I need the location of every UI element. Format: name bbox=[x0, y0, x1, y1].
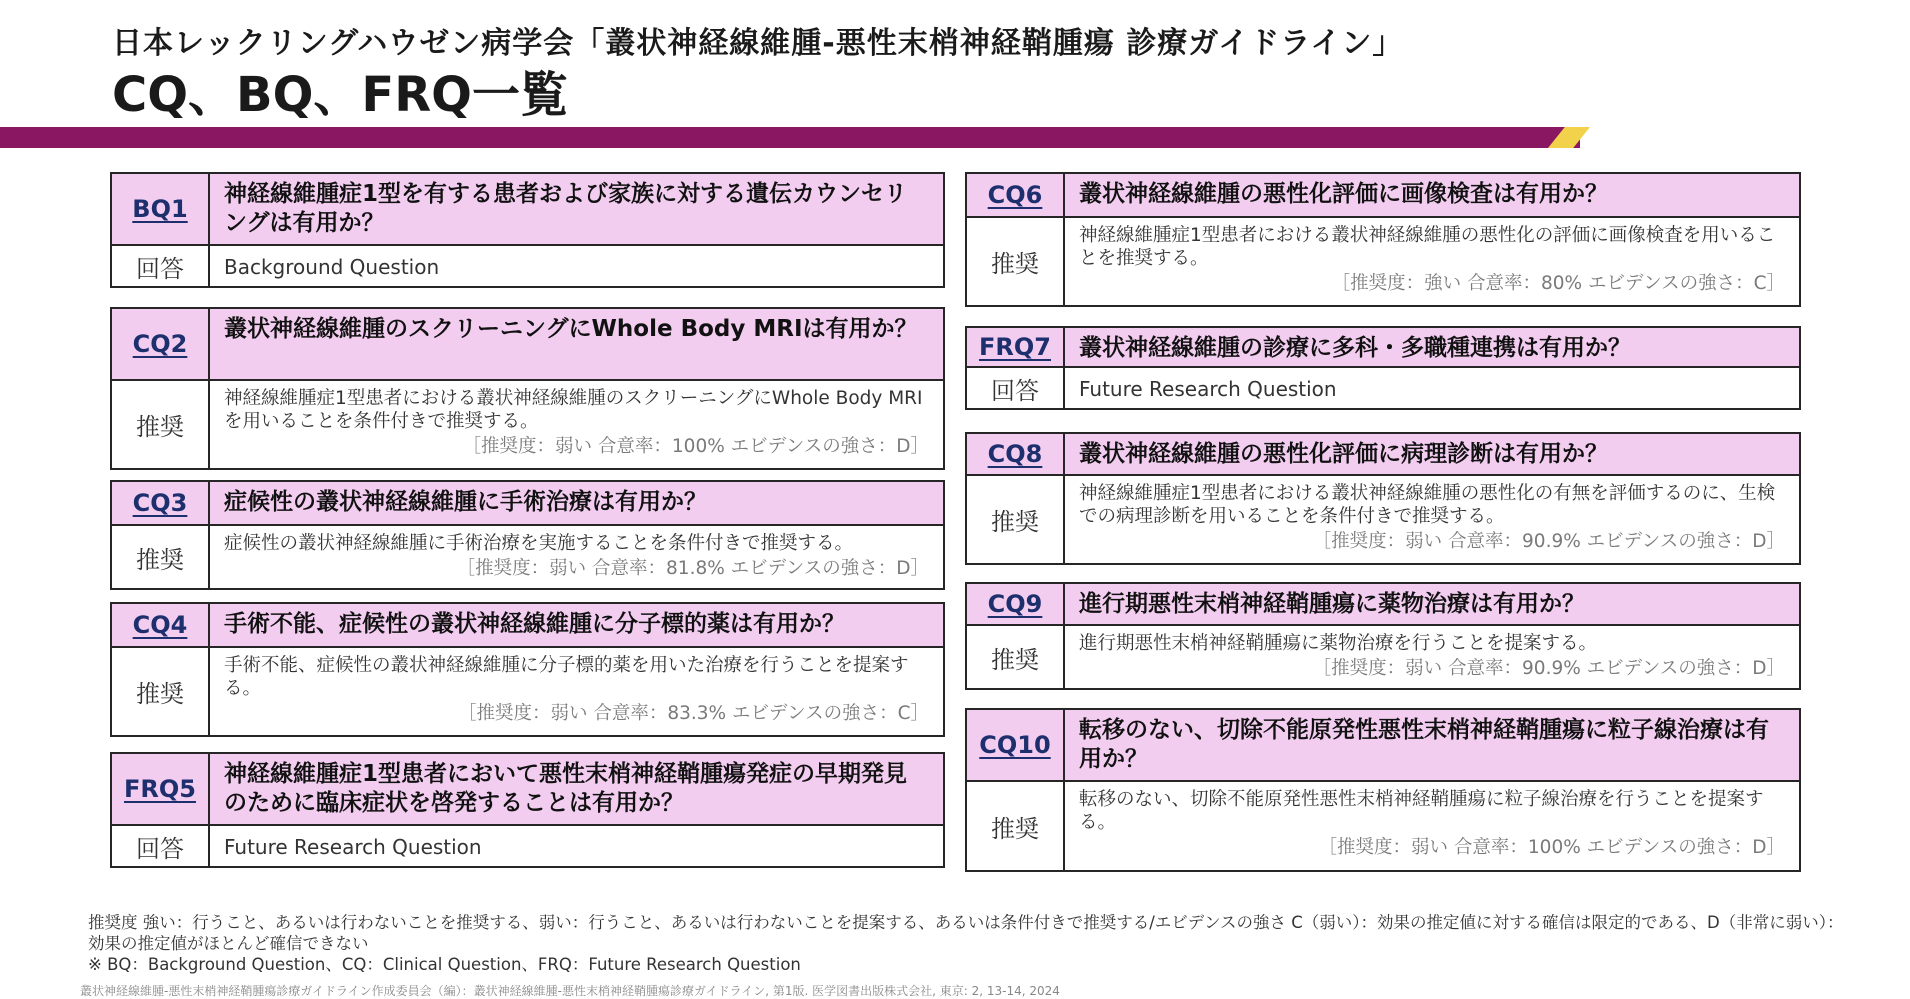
answer-type-label: 推奨 bbox=[991, 508, 1039, 536]
question-card-cq9 bbox=[965, 582, 1801, 690]
question-card-frq7 bbox=[965, 326, 1801, 410]
answer-type-label: 推奨 bbox=[991, 814, 1039, 843]
recommendation-grade: ［推奨度：弱い 合意率：90.9% エビデンスの強さ：D］ bbox=[1312, 531, 1785, 552]
question-card-cq2 bbox=[110, 307, 945, 470]
question-id: CQ2 bbox=[132, 330, 188, 358]
recommendation-text: 転移のない、切除不能原発性悪性末梢神経鞘腫瘍に粒子線治療を行うことを提案する。 bbox=[1079, 789, 1764, 833]
question-id: CQ9 bbox=[987, 590, 1043, 618]
citation: 叢状神経線維腫-悪性末梢神経鞘腫瘍診療ガイドライン作成委員会（編）：叢状神経線維腫-悪性末梢神経鞘腫瘍診療ガイドライン, 第1版. 医学図書出版株式会社, 東京: 2, 13-14, 2024 bbox=[80, 984, 1060, 998]
answer-type-label: 推奨 bbox=[136, 545, 184, 574]
recommendation-grade: ［推奨度：弱い 合意率：100% エビデンスの強さ：D］ bbox=[1318, 837, 1785, 858]
recommendation-text: 神経線維腫症1型患者における叢状神経線維腫の悪性化の評価に画像検査を用いることを推奨する。 bbox=[1079, 225, 1776, 269]
recommendation-text: 神経線維腫症1型患者における叢状神経線維腫の悪性化の有無を評価するのに、生検での病理診断を用いることを条件付きで推奨する。 bbox=[1079, 483, 1776, 527]
question-card-cq6 bbox=[965, 172, 1801, 307]
question-id: FRQ5 bbox=[124, 775, 196, 803]
question-text: 叢状神経線維腫の悪性化評価に画像検査は有用か？ bbox=[1079, 181, 1608, 207]
answer-type-label: 回答 bbox=[136, 254, 184, 283]
recommendation-grade: ［推奨度：強い 合意率：80% エビデンスの強さ：C］ bbox=[1331, 273, 1785, 294]
recommendation-grade: ［推奨度：弱い 合意率：90.9% エビデンスの強さ：D］ bbox=[1312, 658, 1785, 679]
footnote-abbreviations: ※ BQ：Background Question、CQ：Clinical Question、FRQ：Future Research Question bbox=[88, 955, 801, 974]
header-divider-bar bbox=[0, 127, 1580, 148]
answer-text: Future Research Question bbox=[224, 834, 482, 859]
question-card-frq5 bbox=[110, 752, 945, 868]
question-text: 叢状神経線維腫のスクリーニングにWhole Body MRIは有用か？ bbox=[224, 316, 918, 342]
question-card-cq10 bbox=[965, 708, 1801, 872]
question-text: 叢状神経線維腫の悪性化評価に病理診断は有用か？ bbox=[1079, 441, 1608, 467]
page-title: CQ、BQ、FRQ一覧 bbox=[112, 67, 568, 123]
recommendation-text: 神経線維腫症1型患者における叢状神経線維腫のスクリーニングにWhole Body MRIを用いることを条件付きで推奨する。 bbox=[224, 388, 923, 432]
recommendation-grade: ［推奨度：弱い 合意率：81.8% エビデンスの強さ：D］ bbox=[456, 558, 929, 579]
question-text: 進行期悪性末梢神経鞘腫瘍に薬物治療は有用か？ bbox=[1079, 591, 1585, 617]
answer-type-label: 推奨 bbox=[991, 250, 1039, 278]
recommendation-grade: ［推奨度：弱い 合意率：100% エビデンスの強さ：D］ bbox=[462, 436, 929, 457]
page-subtitle: 日本レックリングハウゼン病学会「叢状神経線維腫-悪性末梢神経鞘腫瘍 診療ガイドライン」 bbox=[112, 26, 1404, 61]
question-text: 症候性の叢状神経線維腫に手術治療は有用か？ bbox=[224, 489, 707, 515]
question-text: 手術不能、症候性の叢状神経線維腫に分子標的薬は有用か？ bbox=[224, 611, 845, 637]
question-text: 神経線維腫症1型患者において悪性末梢神経鞘腫瘍発症の早期発見のために臨床症状を啓発することは有用か？ bbox=[224, 761, 908, 816]
question-id: FRQ7 bbox=[979, 333, 1051, 361]
question-card-cq4 bbox=[110, 602, 945, 737]
recommendation-grade: ［推奨度：弱い 合意率：83.3% エビデンスの強さ：C］ bbox=[457, 703, 929, 724]
question-id: CQ10 bbox=[979, 731, 1051, 759]
answer-text: Background Question bbox=[224, 254, 440, 279]
answer-type-label: 推奨 bbox=[136, 680, 184, 708]
answer-type-label: 推奨 bbox=[136, 413, 184, 441]
question-card-bq1 bbox=[110, 172, 945, 288]
question-card-cq8 bbox=[965, 432, 1801, 565]
question-text: 叢状神経線維腫の診療に多科・多職種連携は有用か？ bbox=[1079, 335, 1631, 361]
question-id: CQ4 bbox=[132, 611, 188, 639]
answer-type-label: 回答 bbox=[991, 376, 1039, 405]
question-id: CQ6 bbox=[987, 181, 1043, 209]
recommendation-text: 手術不能、症候性の叢状神経線維腫に分子標的薬を用いた治療を行うことを提案する。 bbox=[224, 655, 909, 699]
footnotes bbox=[88, 912, 1848, 975]
question-text: 神経線維腫症1型を有する患者および家族に対する遺伝カウンセリングは有用か？ bbox=[224, 181, 908, 236]
question-id: CQ8 bbox=[987, 440, 1043, 468]
answer-type-label: 推奨 bbox=[991, 645, 1039, 674]
question-id: BQ1 bbox=[132, 195, 188, 223]
answer-text: Future Research Question bbox=[1079, 376, 1337, 401]
answer-type-label: 回答 bbox=[136, 834, 184, 863]
footnote-definitions: 推奨度 強い：行うこと、あるいは行わないことを推奨する、弱い：行うこと、あるいは行わないことを提案する、あるいは条件付きで推奨する/エビデンスの強さ C（弱い）：効果の推定値に対する確信は限定的である、D（非常に弱い）：効果の推定値がほとんど確信できない bbox=[88, 913, 1844, 953]
recommendation-text: 進行期悪性末梢神経鞘腫瘍に薬物治療を行うことを提案する。 bbox=[1079, 633, 1598, 654]
question-text: 転移のない、切除不能原発性悪性末梢神経鞘腫瘍に粒子線治療は有用か？ bbox=[1079, 717, 1769, 772]
recommendation-text: 症候性の叢状神経線維腫に手術治療を実施することを条件付きで推奨する。 bbox=[224, 533, 854, 554]
question-card-cq3 bbox=[110, 480, 945, 590]
question-id: CQ3 bbox=[132, 489, 188, 517]
